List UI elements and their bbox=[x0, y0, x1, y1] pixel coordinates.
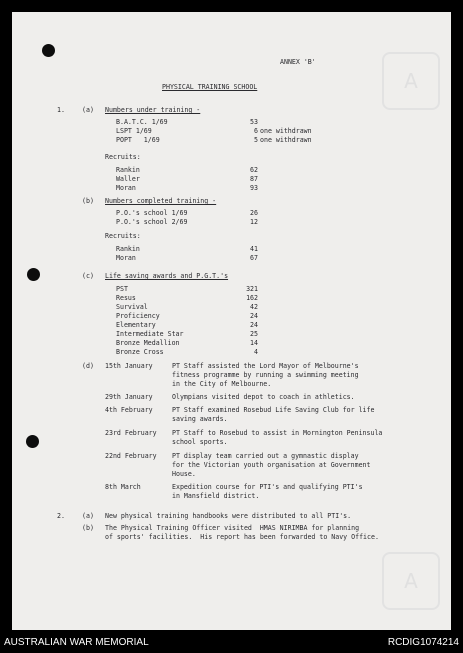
event-text: in Mansfield district. bbox=[172, 492, 260, 500]
event-text: Olympians visited depot to coach in athletics. bbox=[172, 393, 355, 401]
event-text: PT Staff assisted the Lord Mayor of Melbourne's bbox=[172, 362, 359, 370]
recruit-name: Rankin bbox=[116, 245, 140, 253]
award-name: Bronze Cross bbox=[116, 348, 164, 356]
course-name: P.O.'s school 2/69 bbox=[116, 218, 188, 226]
subheading: Life saving awards and P.G.T.'s bbox=[105, 272, 229, 280]
award-name: Proficiency bbox=[116, 312, 160, 320]
item-label: (b) bbox=[82, 197, 94, 205]
item-text: New physical training handbooks were distributed to all PTI's. bbox=[105, 512, 352, 520]
award-count: 321 bbox=[246, 285, 258, 293]
event-date: 15th January bbox=[105, 362, 153, 370]
event-text: PT Staff to Rosebud to assist in Mornington Peninsula bbox=[172, 429, 383, 437]
footer-id: RCDIG1074214 bbox=[387, 637, 459, 648]
subheading: Numbers under training - bbox=[105, 106, 201, 114]
award-name: Intermediate Star bbox=[116, 330, 184, 338]
award-name: Survival bbox=[116, 303, 148, 311]
recruit-name: Waller bbox=[116, 175, 140, 183]
punch-hole bbox=[26, 435, 39, 448]
award-name: PST bbox=[116, 285, 128, 293]
page-title: PHYSICAL TRAINING SCHOOL bbox=[162, 83, 258, 91]
punch-hole bbox=[42, 44, 55, 57]
recruits-label: Recruits: bbox=[105, 153, 141, 161]
item-text: The Physical Training Officer visited HMAS NIRIMBA for planning bbox=[105, 524, 360, 532]
course-count: 26 bbox=[250, 209, 258, 217]
event-text: House. bbox=[172, 470, 196, 478]
item-label: (a) bbox=[82, 512, 94, 520]
event-text: for the Victorian youth organisation at Government bbox=[172, 461, 371, 469]
course-name: LSPT 1/69 bbox=[116, 127, 152, 135]
watermark-stamp: A bbox=[382, 552, 440, 610]
course-count: 53 bbox=[250, 118, 258, 126]
award-count: 162 bbox=[246, 294, 258, 302]
event-text: PT display team carried out a gymnastic display bbox=[172, 452, 359, 460]
section-number: 2. bbox=[57, 512, 65, 520]
subheading: Numbers completed training - bbox=[105, 197, 217, 205]
course-count: 5 bbox=[254, 136, 258, 144]
event-date: 22nd February bbox=[105, 452, 157, 460]
course-name: POPT 1/69 bbox=[116, 136, 160, 144]
course-note: one withdrawn bbox=[260, 136, 312, 144]
event-date: 23rd February bbox=[105, 429, 157, 437]
course-name: P.O.'s school 1/69 bbox=[116, 209, 188, 217]
event-text: fitness programme by running a swimming meeting bbox=[172, 371, 359, 379]
award-count: 42 bbox=[250, 303, 258, 311]
item-label: (c) bbox=[82, 272, 94, 280]
recruit-name: Rankin bbox=[116, 166, 140, 174]
course-count: 12 bbox=[250, 218, 258, 226]
footer-source: AUSTRALIAN WAR MEMORIAL bbox=[4, 637, 149, 648]
course-count: 6 bbox=[254, 127, 258, 135]
event-date: 8th March bbox=[105, 483, 141, 491]
event-text: school sports. bbox=[172, 438, 228, 446]
award-count: 25 bbox=[250, 330, 258, 338]
recruit-count: 87 bbox=[250, 175, 258, 183]
award-name: Resus bbox=[116, 294, 136, 302]
award-count: 4 bbox=[254, 348, 258, 356]
recruit-count: 67 bbox=[250, 254, 258, 262]
award-name: Elementary bbox=[116, 321, 156, 329]
event-text: Expedition course for PTI's and qualifying PTI's bbox=[172, 483, 363, 491]
item-label: (b) bbox=[82, 524, 94, 532]
recruits-label: Recruits: bbox=[105, 232, 141, 240]
recruit-count: 41 bbox=[250, 245, 258, 253]
document-page bbox=[12, 12, 451, 630]
award-count: 14 bbox=[250, 339, 258, 347]
event-text: PT Staff examined Rosebud Life Saving Club for life bbox=[172, 406, 375, 414]
watermark-stamp: A bbox=[382, 52, 440, 110]
punch-hole bbox=[27, 268, 40, 281]
award-count: 24 bbox=[250, 312, 258, 320]
item-text: of sports' facilities. His report has been forwarded to Navy Office. bbox=[105, 533, 379, 541]
event-date: 4th February bbox=[105, 406, 153, 414]
recruit-count: 93 bbox=[250, 184, 258, 192]
recruit-name: Moran bbox=[116, 184, 136, 192]
item-label: (a) bbox=[82, 106, 94, 114]
event-text: saving awards. bbox=[172, 415, 228, 423]
recruit-name: Moran bbox=[116, 254, 136, 262]
event-text: in the City of Melbourne. bbox=[172, 380, 272, 388]
annex-label: ANNEX 'B' bbox=[280, 58, 316, 66]
event-date: 29th January bbox=[105, 393, 153, 401]
award-count: 24 bbox=[250, 321, 258, 329]
section-number: 1. bbox=[57, 106, 65, 114]
award-name: Bronze Medallion bbox=[116, 339, 180, 347]
course-name: B.A.T.C. 1/69 bbox=[116, 118, 168, 126]
course-note: one withdrawn bbox=[260, 127, 312, 135]
recruit-count: 62 bbox=[250, 166, 258, 174]
item-label: (d) bbox=[82, 362, 94, 370]
footer-bar bbox=[0, 630, 463, 653]
